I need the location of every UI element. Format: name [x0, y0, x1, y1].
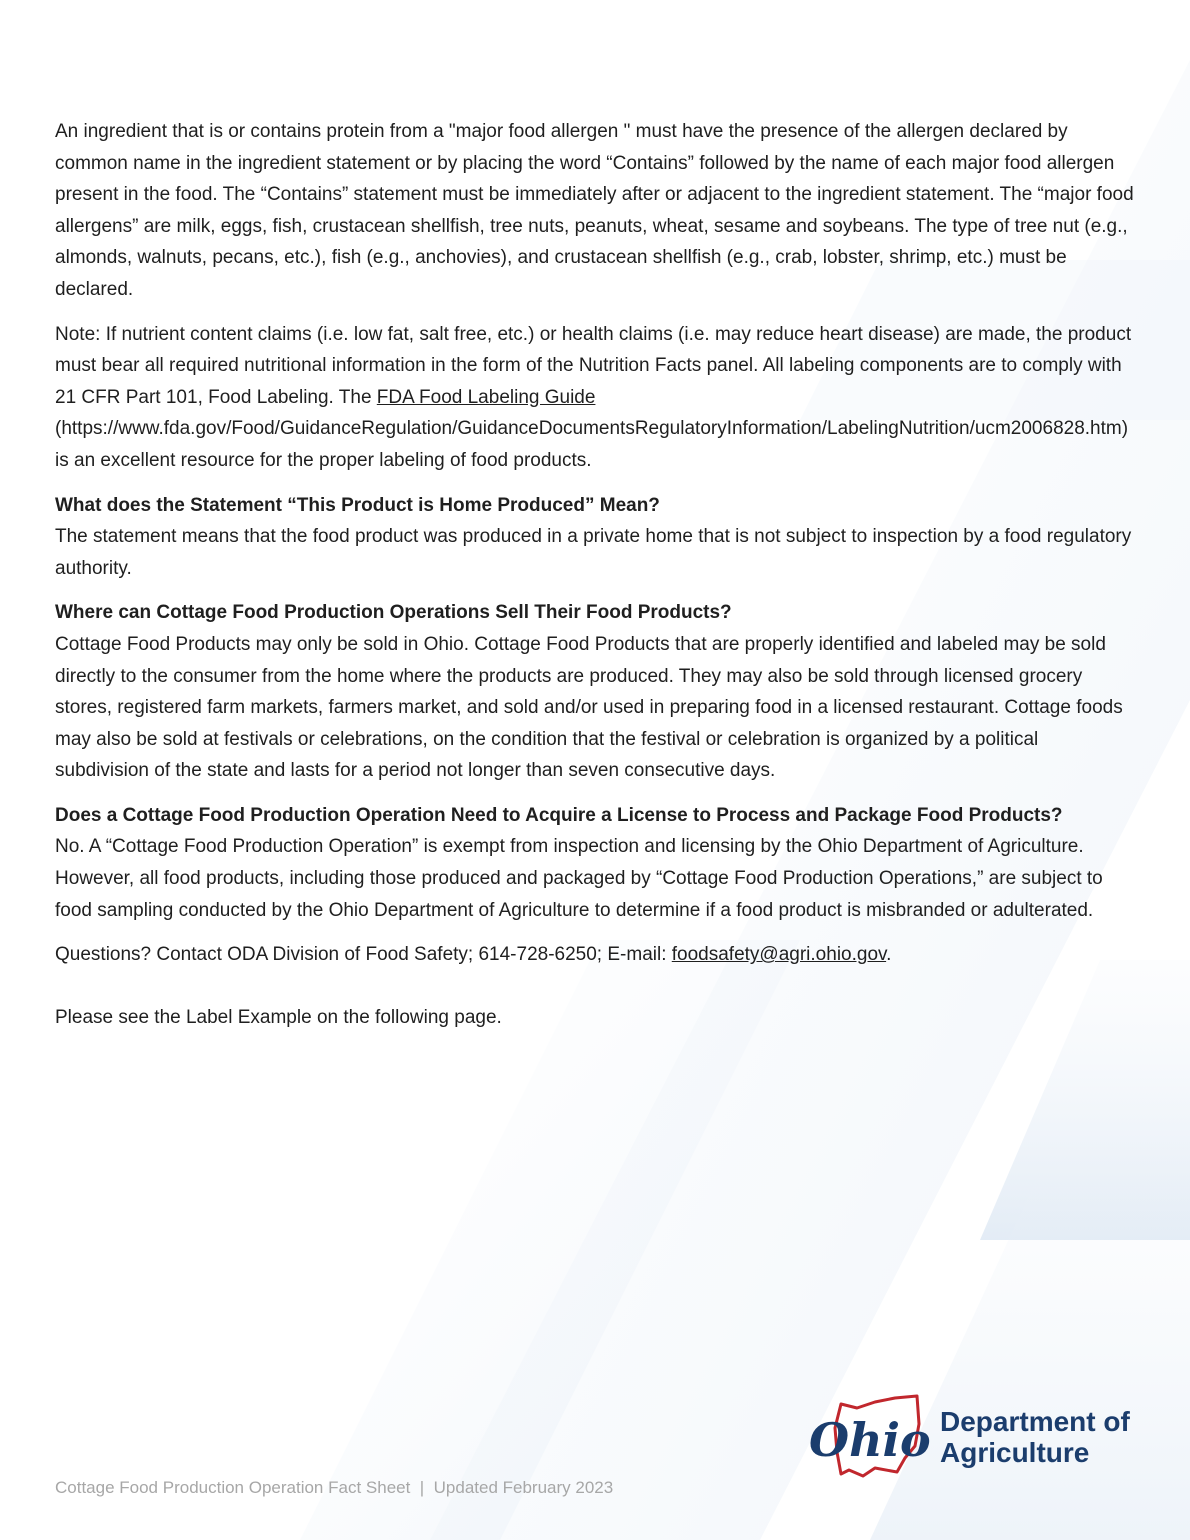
logo-line-1: Department of	[940, 1406, 1130, 1437]
logo-text	[940, 1406, 1130, 1468]
see-next-page-note: Please see the Label Example on the following page.	[55, 1006, 502, 1028]
ohio-state-outline-logo-icon	[805, 1394, 935, 1484]
document-body	[55, 116, 1135, 1046]
fda-labeling-guide-link[interactable]: FDA Food Labeling Guide	[376, 386, 596, 408]
page-footer: Cottage Food Production Operation Fact Sheet | Updated February 2023	[55, 1478, 614, 1497]
section-text: Cottage Food Products may only be sold in Ohio. Cottage Food Products that are properly identified and labeled may be sold directly to the consumer from the home where the products are produced. They may also be sold through licensed grocery stores, registered farm markets, farmers market, and sold and/or used in preparing food in a licensed restaurant. Cottage foods may also be sold at festivals or celebrations, on the condition that the festival or celebration is organized by a political subdivision of the state and lasts for a period not longer than seven consecutive days.	[55, 633, 1123, 782]
allergen-paragraph: An ingredient that is or contains protein from a "major food allergen " must have the presence of the allergen declared by common name in the ingredient statement or by placing the word “Contains” followed by the name of each major food allergen present in the food. The “Contains” statement must be immediately after or adjacent to the ingredient statement. The “major food allergens” are milk, eggs, fish, crustacean shellfish, tree nuts, peanuts, wheat, sesame and soybeans. The type of tree nut (e.g., almonds, walnuts, pecans, etc.), fish (e.g., anchovies), and crustacean shellfish (e.g., crab, lobster, shrimp, etc.) must be declared.	[55, 121, 1134, 300]
contact-text: Questions? Contact ODA Division of Food Safety; 614-728-6250; E-mail:	[55, 944, 672, 966]
email-link[interactable]: foodsafety@agri.ohio.gov	[671, 944, 887, 966]
section-home-produced	[55, 490, 1135, 585]
note-paragraph	[55, 319, 1135, 477]
section-heading: Does a Cottage Food Production Operation Need to Acquire a License to Process and Package Food Products?	[55, 804, 1063, 826]
section-heading: Where can Cottage Food Production Operations Sell Their Food Products?	[55, 602, 732, 624]
section-where-to-sell	[55, 597, 1135, 787]
note-text-end: (https://www.fda.gov/Food/GuidanceRegulation/GuidanceDocumentsRegulatoryInformation/LabelingNutrition/ucm2006828.htm) is an excellent resource for the proper labeling of food products.	[55, 418, 1129, 471]
note-text-start: Note: If nutrient content claims (i.e. low fat, salt free, etc.) or health claims (i.e. may reduce heart disease) are made, the product must bear all required nutritional information in the form of the Nutrition Facts panel. All labeling components are to comply with 21 CFR Part 101, Food Labeling. The	[55, 323, 1132, 408]
section-heading: What does the Statement “This Product is Home Produced” Mean?	[55, 494, 660, 516]
svg-text:Ohio: Ohio	[809, 1413, 931, 1467]
section-text: No. A “Cottage Food Production Operation” is exempt from inspection and licensing by the Ohio Department of Agriculture. However, all food products, including those produced and packaged by “Cottage Food Production Operations,” are subject to food sampling conducted by the Ohio Department of Agriculture to determine if a food product is misbranded or adulterated.	[55, 836, 1103, 921]
contact-line	[55, 939, 1135, 971]
oda-logo	[805, 1394, 1145, 1484]
logo-line-2: Agriculture	[940, 1437, 1090, 1468]
contact-suffix: .	[886, 944, 892, 966]
section-license	[55, 800, 1135, 926]
spacer	[55, 984, 1135, 1002]
section-text: The statement means that the food product was produced in a private home that is not subject to inspection by a food regulatory authority.	[55, 526, 1132, 579]
